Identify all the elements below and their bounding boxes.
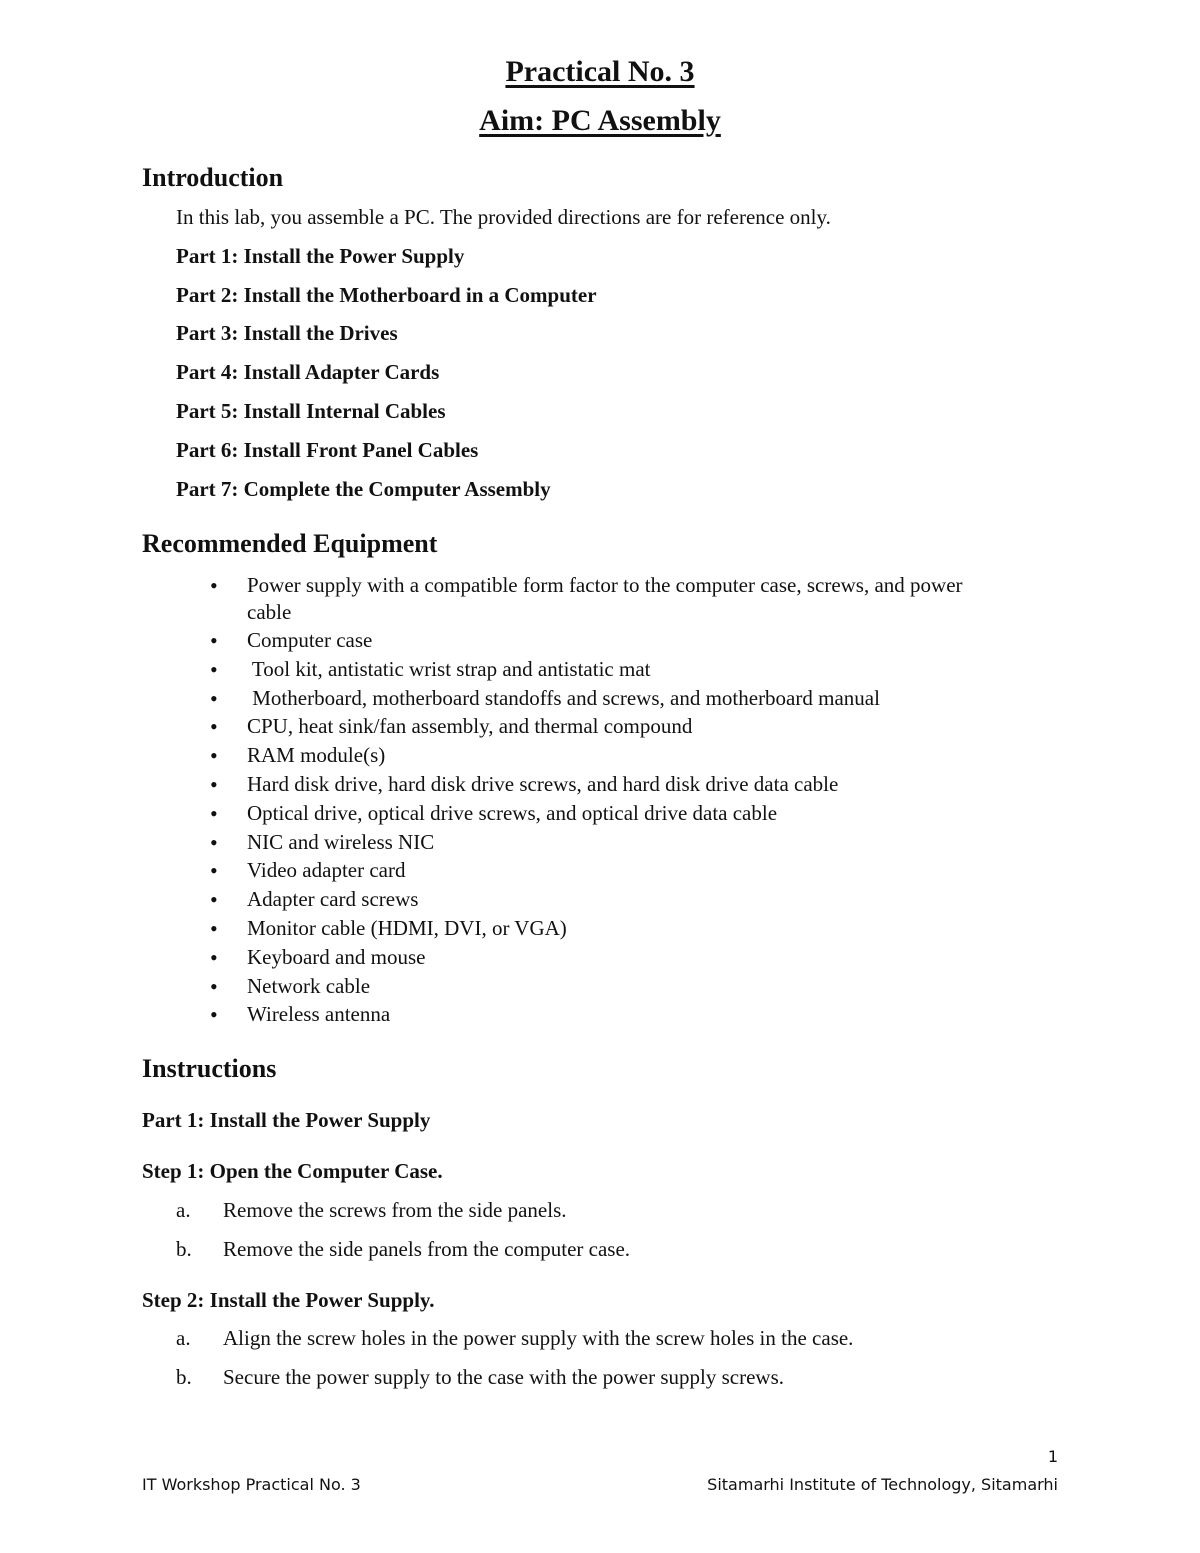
page-title: Practical No. 3 xyxy=(505,55,695,88)
equipment-item: Video adapter card xyxy=(247,858,406,882)
bullet-icon: • xyxy=(210,830,218,855)
bullet-icon: • xyxy=(210,916,218,941)
page-number: 1 xyxy=(1047,1447,1058,1466)
bullet-icon: • xyxy=(210,945,218,970)
equipment-item: Computer case xyxy=(247,628,373,652)
footer-left: IT Workshop Practical No. 3 xyxy=(142,1475,361,1494)
step-2-item-text: Align the screw holes in the power supply with the screw holes in the case. xyxy=(223,1326,854,1350)
step-2-item-letter: b. xyxy=(176,1365,192,1389)
equipment-item: CPU, heat sink/fan assembly, and thermal compound xyxy=(247,714,693,738)
bullet-icon: • xyxy=(210,772,218,797)
step-1-item-text: Remove the side panels from the computer case. xyxy=(223,1237,631,1261)
step-1-title: Step 1: Open the Computer Case. xyxy=(142,1159,443,1183)
aim-title: Aim: PC Assembly xyxy=(479,104,721,137)
equipment-item: Hard disk drive, hard disk drive screws, and hard disk drive data cable xyxy=(247,772,839,796)
equipment-item: Wireless antenna xyxy=(247,1002,391,1026)
equipment-item: Monitor cable (HDMI, DVI, or VGA) xyxy=(247,916,567,940)
equipment-item: Keyboard and mouse xyxy=(247,945,426,969)
step-2-item-text: Secure the power supply to the case with the power supply screws. xyxy=(223,1365,785,1389)
bullet-icon: • xyxy=(210,1002,218,1027)
bullet-icon: • xyxy=(210,573,218,598)
introduction-text: In this lab, you assemble a PC. The provided directions are for reference only. xyxy=(176,205,831,229)
equipment-item: Motherboard, motherboard standoffs and screws, and motherboard manual xyxy=(247,686,880,710)
equipment-item-continuation: cable xyxy=(247,600,292,624)
equipment-item: Optical drive, optical drive screws, and optical drive data cable xyxy=(247,801,778,825)
intro-part-6: Part 6: Install Front Panel Cables xyxy=(176,438,479,462)
introduction-heading: Introduction xyxy=(142,163,284,192)
bullet-icon: • xyxy=(210,887,218,912)
step-1-item-letter: b. xyxy=(176,1237,192,1261)
bullet-icon: • xyxy=(210,686,218,711)
step-2-item-letter: a. xyxy=(176,1326,191,1350)
equipment-item: NIC and wireless NIC xyxy=(247,830,435,854)
equipment-item: Adapter card screws xyxy=(247,887,419,911)
bullet-icon: • xyxy=(210,858,218,883)
equipment-item: Power supply with a compatible form factor to the computer case, screws, and power xyxy=(247,573,963,597)
intro-part-2: Part 2: Install the Motherboard in a Computer xyxy=(176,283,597,307)
equipment-item: Tool kit, antistatic wrist strap and antistatic mat xyxy=(247,657,651,681)
equipment-item: RAM module(s) xyxy=(247,743,386,767)
step-1-item-letter: a. xyxy=(176,1198,191,1222)
footer-right: Sitamarhi Institute of Technology, Sitamarhi xyxy=(707,1475,1058,1494)
bullet-icon: • xyxy=(210,801,218,826)
bullet-icon: • xyxy=(210,628,218,653)
instructions-heading: Instructions xyxy=(142,1054,277,1083)
step-1-item-text: Remove the screws from the side panels. xyxy=(223,1198,567,1222)
instructions-part-1: Part 1: Install the Power Supply xyxy=(142,1108,431,1132)
intro-part-4: Part 4: Install Adapter Cards xyxy=(176,360,440,384)
step-2-title: Step 2: Install the Power Supply. xyxy=(142,1288,435,1312)
bullet-icon: • xyxy=(210,743,218,768)
intro-part-7: Part 7: Complete the Computer Assembly xyxy=(176,477,551,501)
intro-part-5: Part 5: Install Internal Cables xyxy=(176,399,446,423)
equipment-heading: Recommended Equipment xyxy=(142,529,438,558)
intro-part-3: Part 3: Install the Drives xyxy=(176,321,398,345)
bullet-icon: • xyxy=(210,714,218,739)
bullet-icon: • xyxy=(210,657,218,682)
equipment-item: Network cable xyxy=(247,974,371,998)
intro-part-1: Part 1: Install the Power Supply xyxy=(176,244,465,268)
bullet-icon: • xyxy=(210,974,218,999)
